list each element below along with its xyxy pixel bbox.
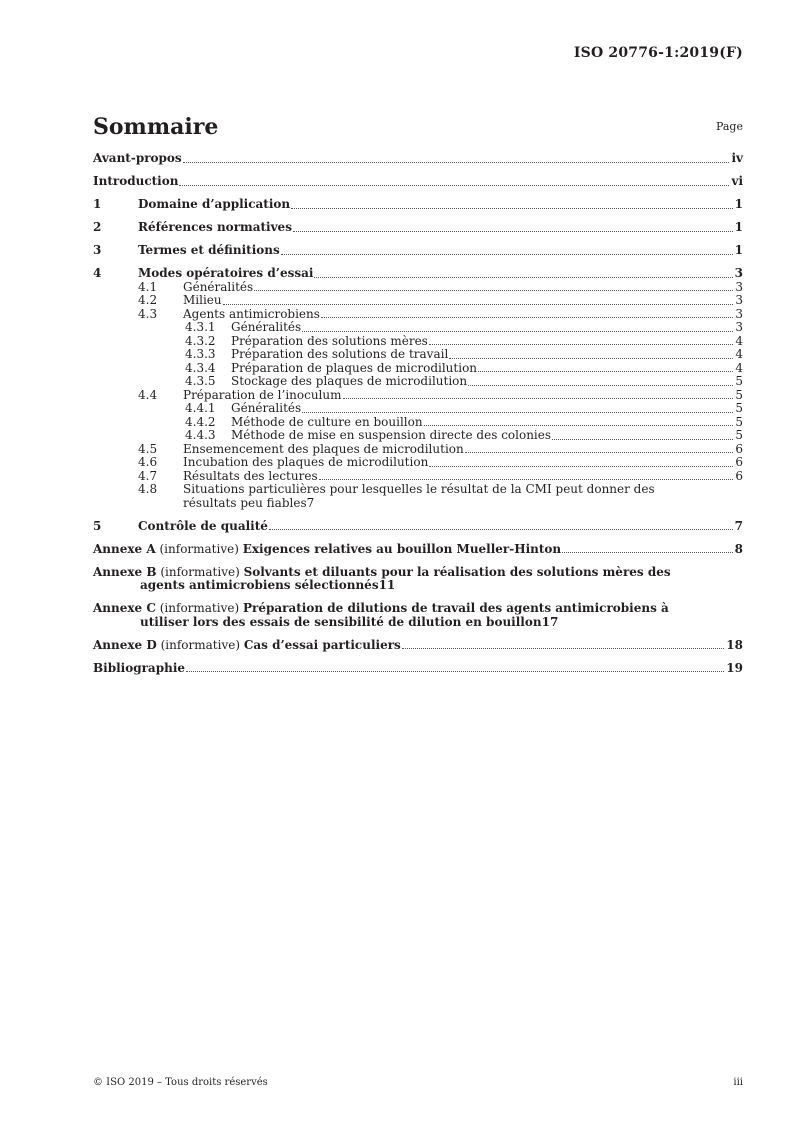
toc-entry-page: 1 bbox=[734, 197, 743, 211]
toc-entry-4-3-3[interactable] bbox=[93, 348, 743, 362]
toc-annex-d[interactable] bbox=[93, 639, 743, 653]
leader-dots bbox=[478, 371, 733, 372]
toc-entry-page: 1 bbox=[734, 220, 743, 234]
annex-title: Cas d’essai particuliers bbox=[243, 637, 401, 652]
toc-entry-number: 4.3.1 bbox=[185, 320, 216, 334]
toc-entry-page: 8 bbox=[734, 541, 743, 556]
toc-entry-5[interactable] bbox=[93, 520, 743, 534]
leader-dots bbox=[223, 304, 734, 305]
annex-type: (informative) bbox=[160, 564, 240, 579]
leader-dots bbox=[269, 529, 733, 530]
toc-entry-text: Généralités bbox=[183, 279, 254, 294]
leader-dots bbox=[468, 385, 733, 386]
toc-entry-bibliography[interactable] bbox=[93, 662, 743, 676]
toc-entry-text: Généralités bbox=[231, 401, 302, 415]
toc-entry-page: 7 bbox=[306, 495, 315, 510]
toc-entry-introduction[interactable] bbox=[93, 175, 743, 189]
toc-entry-page: 5 bbox=[735, 414, 743, 429]
toc-entry-text: Domaine d’application bbox=[138, 197, 291, 211]
toc-entry-4-8[interactable] bbox=[93, 483, 743, 510]
toc-entry-page: 3 bbox=[734, 266, 743, 280]
toc-entry-4-3-2[interactable] bbox=[93, 335, 743, 349]
toc-entry-4-3-5[interactable] bbox=[93, 375, 743, 389]
toc-entry-text: Introduction bbox=[93, 174, 179, 188]
toc-entry-page: 17 bbox=[541, 614, 559, 629]
page-number: iii bbox=[733, 1077, 743, 1088]
toc-entry-number: 2 bbox=[93, 220, 102, 234]
toc-entry-page: 19 bbox=[726, 660, 743, 675]
toc-entry-number: 1 bbox=[93, 197, 102, 211]
toc-entry-4-3[interactable] bbox=[93, 308, 743, 322]
annex-heading bbox=[93, 602, 743, 616]
annex-type: (informative) bbox=[159, 601, 240, 615]
toc-annex-c[interactable] bbox=[93, 602, 743, 629]
toc-entry-number: 4 bbox=[93, 266, 102, 280]
toc-entry-page: 3 bbox=[735, 306, 743, 321]
toc-entry-text: Incubation des plaques de microdilution bbox=[183, 455, 429, 469]
toc-entry-text: Références normatives bbox=[138, 220, 292, 234]
toc-entry-4-2[interactable] bbox=[93, 294, 743, 308]
annex-title-line2: utiliser lors des essais de sensibilité de dilution en bouillon bbox=[140, 614, 542, 629]
title-row bbox=[93, 114, 743, 140]
annex-label: Annexe D bbox=[93, 637, 157, 652]
toc-entry-number: 3 bbox=[93, 243, 102, 257]
annex-title: Exigences relatives au bouillon Mueller-Hinton bbox=[242, 541, 562, 556]
annex-line2 bbox=[93, 579, 743, 593]
toc-entry-4-4-2[interactable] bbox=[93, 416, 743, 430]
annex-line2 bbox=[93, 616, 743, 630]
leader-dots bbox=[183, 162, 730, 163]
toc-entry-page: 3 bbox=[735, 293, 743, 307]
toc-entry-text: Stockage des plaques de microdilution bbox=[231, 374, 468, 388]
toc-entry-4-6[interactable] bbox=[93, 456, 743, 470]
toc-entry-page: 4 bbox=[735, 347, 743, 361]
toc-entry-page: 18 bbox=[726, 637, 743, 652]
leader-dots bbox=[254, 290, 733, 291]
leader-dots bbox=[321, 317, 733, 318]
toc-entry-text: Avant-propos bbox=[93, 151, 182, 165]
toc-entry-text-line1: Situations particulières pour lesquelles le résultat de la CMI peut donner des bbox=[183, 482, 655, 496]
toc-entry-foreword[interactable] bbox=[93, 152, 743, 166]
toc-entry-number: 4.8 bbox=[138, 482, 158, 496]
toc-entry-text: Bibliographie bbox=[93, 660, 186, 675]
annex-type: (informative) bbox=[159, 541, 239, 556]
copyright-notice: © ISO 2019 – Tous droits réservés bbox=[93, 1077, 268, 1088]
leader-dots bbox=[562, 552, 733, 553]
annex-label: Annexe A bbox=[93, 541, 156, 556]
toc-entry-4-4-3[interactable] bbox=[93, 429, 743, 443]
leader-dots bbox=[343, 398, 734, 399]
document-id: ISO 20776-1:2019(F) bbox=[573, 45, 743, 61]
toc-entry-page: vi bbox=[731, 174, 743, 188]
toc-entry-page: 5 bbox=[735, 374, 743, 388]
table-of-contents bbox=[93, 152, 743, 675]
annex-heading bbox=[93, 543, 561, 557]
toc-entry-number: 4.4 bbox=[138, 387, 158, 402]
page-title: Sommaire bbox=[93, 114, 219, 140]
leader-dots bbox=[302, 331, 733, 332]
leader-dots bbox=[449, 358, 733, 359]
toc-annex-b[interactable] bbox=[93, 566, 743, 593]
leader-dots bbox=[319, 479, 734, 480]
toc-entry-text: Contrôle de qualité bbox=[138, 518, 268, 533]
leader-dots bbox=[424, 425, 734, 426]
toc-entry-text: Préparation de plaques de microdilution bbox=[231, 360, 478, 375]
toc-entry-number: 4.4.1 bbox=[185, 401, 216, 415]
annex-label: Annexe C bbox=[93, 601, 156, 615]
toc-entry-number: 4.3.3 bbox=[185, 347, 216, 361]
toc-entry-text: Préparation des solutions de travail bbox=[231, 347, 449, 361]
leader-dots bbox=[302, 412, 733, 413]
toc-entry-3[interactable] bbox=[93, 244, 743, 258]
toc-entry-page: 6 bbox=[735, 468, 743, 483]
toc-entry-number: 4.5 bbox=[138, 441, 158, 456]
toc-entry-number: 4.3.5 bbox=[185, 374, 216, 388]
toc-entry-text: Préparation des solutions mères bbox=[231, 333, 428, 348]
toc-entry-body bbox=[183, 483, 743, 510]
page-column-label: Page bbox=[715, 120, 743, 133]
leader-dots bbox=[402, 648, 725, 649]
toc-entry-page: 3 bbox=[735, 320, 743, 334]
toc-entry-4-5[interactable] bbox=[93, 443, 743, 457]
annex-title-line1: Préparation de dilutions de travail des agents antimicrobiens à bbox=[242, 601, 669, 615]
toc-entry-number: 4.3.4 bbox=[185, 360, 216, 375]
annex-title-line2: agents antimicrobiens sélectionnés bbox=[140, 578, 379, 592]
toc-entry-page: 1 bbox=[734, 243, 743, 257]
leader-dots bbox=[281, 254, 733, 255]
toc-entry-text: Résultats des lectures bbox=[183, 468, 318, 483]
toc-entry-page: 5 bbox=[735, 401, 743, 415]
annex-title-line1: Solvants et diluants pour la réalisation des solutions mères des bbox=[243, 564, 671, 579]
leader-dots bbox=[293, 231, 733, 232]
toc-entry-page: 4 bbox=[735, 333, 743, 348]
toc-entry-text-line2: résultats peu fiables bbox=[183, 495, 307, 510]
leader-dots bbox=[186, 671, 724, 672]
toc-entry-number: 4.3.2 bbox=[185, 333, 216, 348]
annex-heading bbox=[93, 639, 401, 653]
toc-entry-number: 4.4.3 bbox=[185, 428, 216, 442]
leader-dots bbox=[429, 344, 734, 345]
toc-entry-text: Méthode de mise en suspension directe des colonies bbox=[231, 428, 552, 442]
toc-entry-1[interactable] bbox=[93, 198, 743, 212]
leader-dots bbox=[429, 466, 733, 467]
toc-entry-4[interactable] bbox=[93, 267, 743, 281]
leader-dots bbox=[314, 277, 732, 278]
toc-entry-text: Milieu bbox=[183, 293, 222, 307]
toc-entry-number: 4.6 bbox=[138, 455, 158, 469]
toc-entry-text: Modes opératoires d’essai bbox=[138, 266, 314, 280]
toc-entry-number: 4.1 bbox=[138, 279, 158, 294]
toc-entry-text: Méthode de culture en bouillon bbox=[231, 414, 423, 429]
leader-dots bbox=[291, 208, 733, 209]
toc-entry-page: iv bbox=[731, 151, 743, 165]
toc-entry-4-1[interactable] bbox=[93, 281, 743, 295]
toc-entry-4-3-1[interactable] bbox=[93, 321, 743, 335]
toc-entry-text: Termes et définitions bbox=[138, 243, 280, 257]
toc-entry-page: 5 bbox=[735, 428, 743, 442]
annex-type: (informative) bbox=[160, 637, 241, 652]
toc-entry-page: 4 bbox=[735, 360, 743, 375]
toc-entry-text: Préparation de l’inoculum bbox=[183, 387, 342, 402]
toc-entry-4-4[interactable] bbox=[93, 389, 743, 403]
leader-dots bbox=[179, 185, 729, 186]
toc-entry-number: 5 bbox=[93, 518, 102, 533]
toc-entry-number: 4.3 bbox=[138, 306, 158, 321]
toc-entry-page: 3 bbox=[735, 279, 743, 294]
page-footer bbox=[93, 1077, 743, 1091]
toc-entry-text: Agents antimicrobiens bbox=[183, 306, 320, 321]
toc-entry-4-3-4[interactable] bbox=[93, 362, 743, 376]
toc-entry-2[interactable] bbox=[93, 221, 743, 235]
toc-entry-4-4-1[interactable] bbox=[93, 402, 743, 416]
annex-heading bbox=[93, 566, 743, 580]
toc-entry-line2 bbox=[183, 497, 743, 511]
toc-entry-number: 4.7 bbox=[138, 468, 158, 483]
toc-entry-page: 6 bbox=[735, 455, 743, 469]
toc-entry-text: Ensemencement des plaques de microdilution bbox=[183, 441, 464, 456]
toc-annex-a[interactable] bbox=[93, 543, 743, 557]
toc-entry-page: 7 bbox=[734, 518, 743, 533]
leader-dots bbox=[465, 452, 734, 453]
toc-entry-page: 11 bbox=[378, 578, 396, 592]
toc-entry-text: Généralités bbox=[231, 320, 302, 334]
toc-entry-4-7[interactable] bbox=[93, 470, 743, 484]
toc-entry-page: 5 bbox=[735, 387, 743, 402]
annex-label: Annexe B bbox=[93, 564, 157, 579]
toc-entry-page: 6 bbox=[735, 441, 743, 456]
toc-entry-number: 4.2 bbox=[138, 293, 158, 307]
toc-entry-number: 4.4.2 bbox=[185, 414, 216, 429]
leader-dots bbox=[552, 439, 733, 440]
